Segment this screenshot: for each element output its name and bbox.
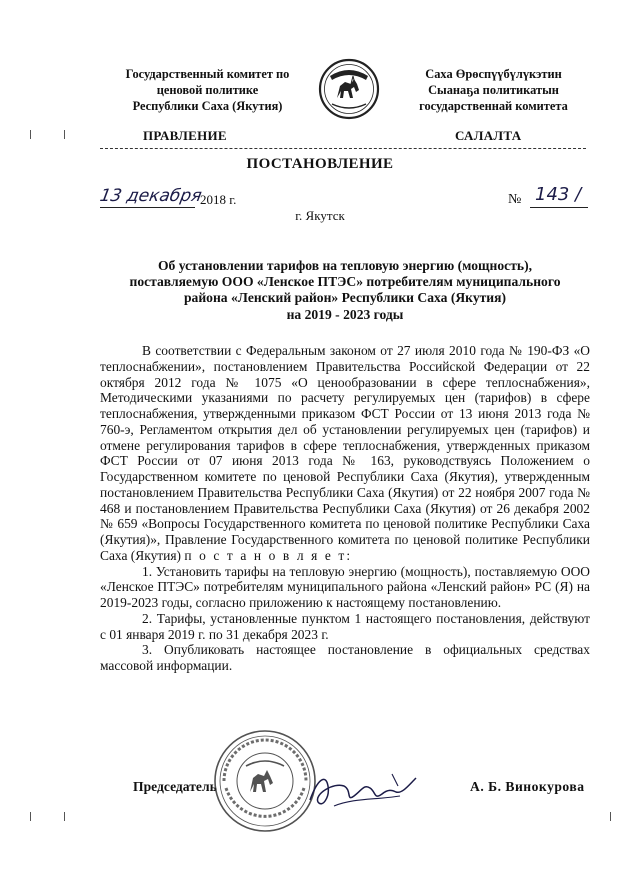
- document-type-heading: ПОСТАНОВЛЕНИЕ: [246, 156, 394, 172]
- title-line: на 2019 - 2023 годы: [286, 306, 404, 322]
- number-sign: №: [508, 192, 522, 207]
- margin-mark: [30, 812, 31, 821]
- signatory-name: А. Б. Винокурова: [470, 779, 585, 794]
- margin-mark: [64, 812, 65, 821]
- title-line: Об установлении тарифов на тепловую энергию (мощность),: [157, 258, 532, 273]
- official-seal-stamp: [212, 728, 318, 834]
- handwritten-date: 13 декабря: [98, 186, 204, 206]
- header-left-org: [100, 66, 315, 114]
- preamble-text: В соответствии с Федеральным законом от 27 июля 2010 года № 190-ФЗ «О теплоснабжении», постановлением Правительства Российской Федерации от 22 октября 2012 года № 1075 «О ценообразовании в сфере теплоснабжения», Методическими указаниями по расчету регулируемых цен (тарифов) в сфере теплоснабжения, утвержденными приказом ФСТ России от 13 июня 2013 года № 760-э, Регламентом открытия дел об установлении регулируемых цен (тарифов) и отмене регулирования тарифов в сфере теплоснабжения, утвержденных приказом ФСТ России от 07 июня 2013 года № 163, руководствуясь Положением о Государственном комитете по ценовой Республики Саха (Якутия), утвержденным постановлением Правительства Республики Саха (Якутия) от 22 ноября 2007 года № 468 и постановлением Правительства Республики Саха (Якутия) от 26 декабря 2002 № 659 «Вопросы Государственного комитета по ценовой политике Республики Саха (Якутия)», Правление Государственного комитета по ценовой политике Республики Саха (Якутия): [100, 343, 590, 563]
- signatory-title: Председатель: [133, 779, 217, 794]
- document-title: [100, 258, 590, 323]
- header-left-line: Республики Саха (Якутия): [132, 99, 283, 113]
- department-label-sakha: САЛАЛТА: [455, 128, 522, 143]
- clause-1: 1. Установить тарифы на тепловую энергию (мощность), поставляемую ООО «Ленское ПТЭС» потребителям муниципального района «Ленский район» РС (Я) на 2019-2023 годы, согласно приложению к настоящему постановлению.: [100, 563, 590, 610]
- coat-of-arms-emblem: [318, 58, 380, 120]
- header-right-line: государственнай комитета: [419, 99, 568, 113]
- header-right-org: [396, 66, 591, 114]
- margin-mark: [64, 130, 65, 139]
- department-label-ru: ПРАВЛЕНИЕ: [143, 128, 227, 143]
- clause-3: 3. Опубликовать настоящее постановление в официальных средствах массовой информации.: [100, 642, 590, 673]
- header-left-line: Государственный комитет по: [125, 67, 290, 81]
- margin-mark: [30, 130, 31, 139]
- date-year: 2018 г.: [200, 192, 237, 207]
- title-line: поставляемую ООО «Ленское ПТЭС» потребителям муниципального: [129, 274, 561, 290]
- clause-2: 2. Тарифы, установленные пунктом 1 настоящего постановления, действуют с 01 января 2019 г. по 31 декабря 2023 г.: [100, 610, 590, 642]
- header-right-line: Саха Өрөспүүбүлүкэтин: [425, 67, 562, 81]
- title-line: района «Ленский район» Республики Саха (Якутия): [183, 290, 507, 306]
- document-body: [100, 343, 590, 674]
- margin-mark: [610, 812, 611, 821]
- header-left-line: ценовой политике: [156, 83, 259, 97]
- preamble-paragraph: [100, 343, 590, 564]
- header-right-line: Сыанаҕа политикатын: [428, 83, 559, 97]
- handwritten-signature: [304, 756, 422, 820]
- resolves-word: п о с т а н о в л я е т:: [184, 547, 353, 563]
- header-divider: [100, 148, 586, 149]
- issue-city: г. Якутск: [295, 208, 345, 223]
- handwritten-document-number: 143 /: [535, 184, 582, 205]
